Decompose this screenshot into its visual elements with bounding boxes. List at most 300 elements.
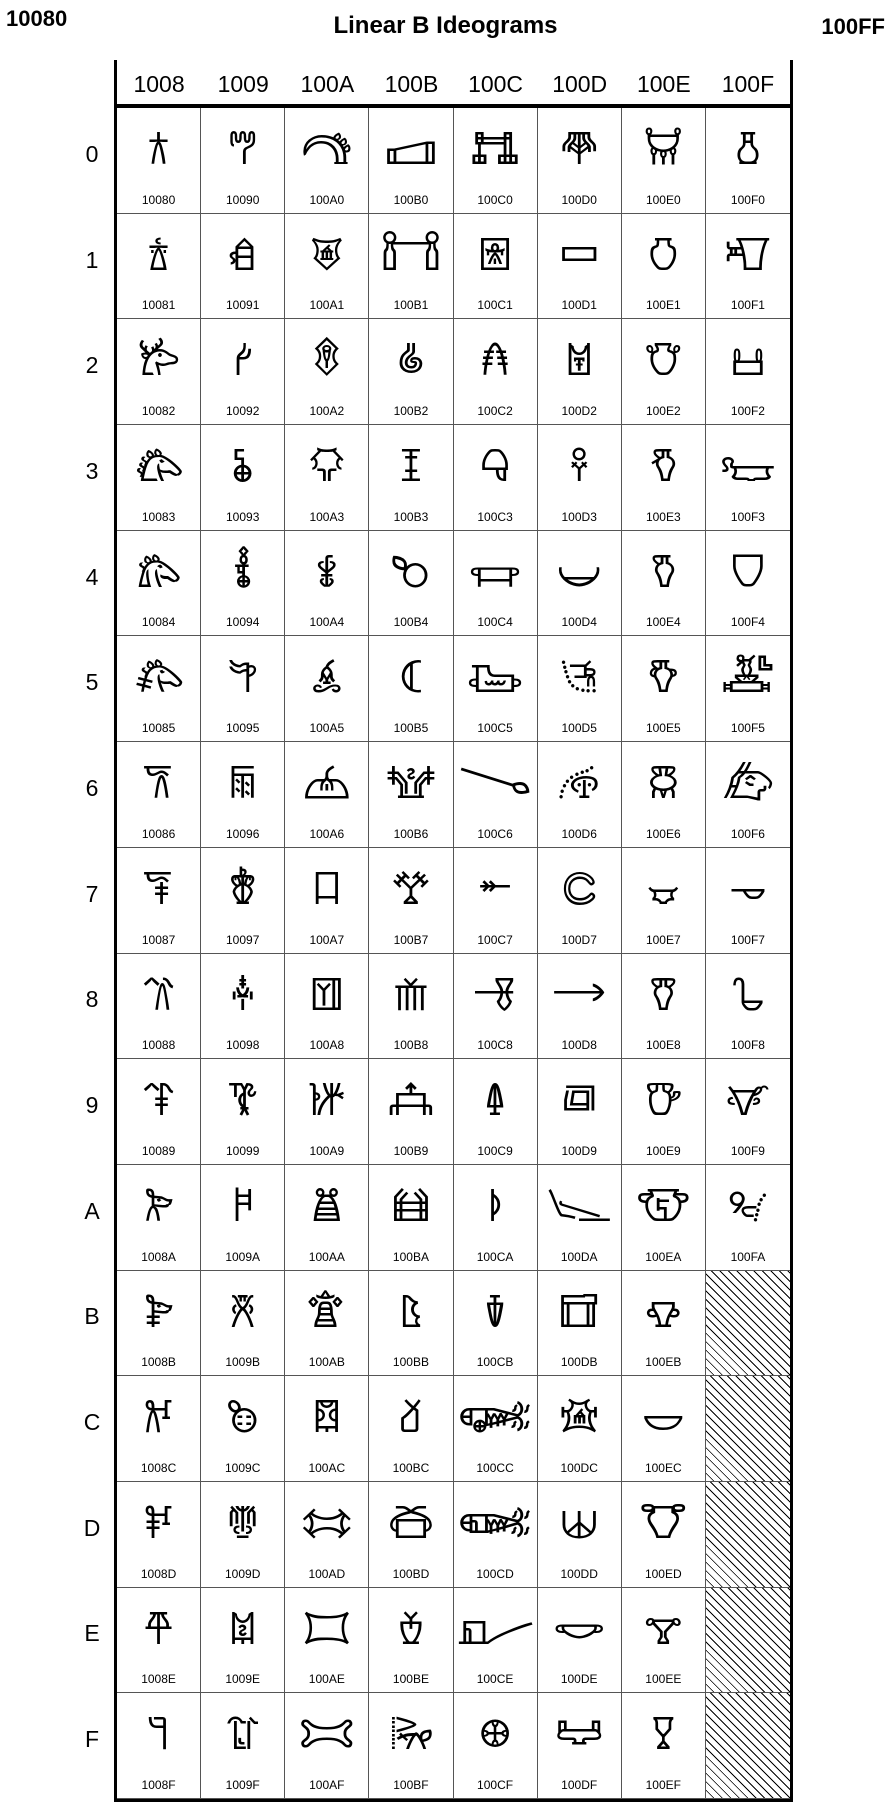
code-point-label: 10086: [141, 826, 176, 841]
linear-b-ideogram-glyph: 𐃙: [559, 1080, 599, 1125]
code-point-label: 100F7: [730, 932, 765, 947]
linear-b-ideogram-glyph: 𐂀: [146, 129, 171, 173]
linear-b-ideogram-glyph: 𐃅: [466, 657, 524, 702]
linear-b-ideogram-glyph: 𐂷: [391, 868, 431, 913]
linear-b-ideogram-glyph: 𐃮: [643, 1608, 683, 1653]
linear-b-ideogram-glyph: 𐂓: [231, 446, 254, 491]
linear-b-ideogram-glyph: 𐃜: [557, 1397, 601, 1442]
glyph-cell: [622, 848, 706, 954]
glyph-cell: [454, 1588, 538, 1694]
linear-b-ideogram-glyph: 𐃉: [483, 1080, 507, 1125]
linear-b-ideogram-glyph: 𐂸: [392, 974, 430, 1019]
row-header: E: [84, 1620, 100, 1647]
code-point-label: 100A1: [309, 298, 345, 313]
row-header: B: [84, 1303, 100, 1330]
glyph-cell: [622, 1165, 706, 1271]
linear-b-ideogram-glyph: 𐃵: [720, 657, 776, 702]
glyph-cell: [454, 954, 538, 1060]
code-point-label: 100E5: [645, 721, 681, 736]
glyph-cell: [706, 108, 790, 214]
glyph-cell: [369, 319, 453, 425]
glyph-cell: [369, 1693, 453, 1799]
code-point-label: 100C7: [477, 932, 513, 947]
glyph-cell: [117, 1271, 201, 1377]
linear-b-ideogram-glyph: 𐃁: [476, 234, 514, 279]
unassigned-cell: [706, 1271, 790, 1377]
glyph-cell: [538, 425, 622, 531]
glyph-cell: [622, 954, 706, 1060]
linear-b-ideogram-glyph: 𐂯: [298, 1714, 356, 1759]
glyph-cell: [201, 1059, 285, 1165]
code-point-label: 10091: [226, 298, 260, 313]
glyph-cell: [369, 1059, 453, 1165]
linear-b-ideogram-glyph: 𐂜: [224, 1397, 261, 1442]
glyph-cell: [369, 1588, 453, 1694]
code-point-label: 100B6: [393, 826, 429, 841]
code-point-label: 10095: [226, 721, 260, 736]
linear-b-ideogram-glyph: 𐂍: [143, 1502, 174, 1547]
glyph-cell: [454, 1693, 538, 1799]
code-point-label: 100E8: [645, 1038, 681, 1053]
glyph-cell: [285, 108, 369, 214]
code-point-label: 1008E: [141, 1672, 176, 1687]
linear-b-ideogram-glyph: 𐂽: [386, 1502, 436, 1547]
code-point-label: 100C9: [477, 1143, 513, 1158]
column-header: 100D: [552, 71, 608, 97]
linear-b-ideogram-glyph: 𐂌: [143, 1397, 174, 1442]
linear-b-ideogram-glyph: 𐂛: [228, 1291, 257, 1336]
linear-b-ideogram-glyph: 𐃳: [720, 446, 776, 491]
column-header: 1009: [217, 71, 269, 97]
row-header: C: [83, 1409, 101, 1436]
code-point-label: 1009E: [225, 1672, 261, 1687]
linear-b-ideogram-glyph: 𐂦: [301, 763, 352, 808]
glyph-cell: [622, 1482, 706, 1588]
code-point-label: 1008A: [141, 1249, 176, 1264]
code-point-label: 10094: [226, 615, 260, 630]
linear-b-ideogram-glyph: 𐂉: [142, 1080, 175, 1125]
linear-b-ideogram-glyph: 𐃺: [727, 1185, 769, 1230]
code-point-label: 100E0: [645, 192, 681, 207]
glyph-cell: [201, 319, 285, 425]
code-point-label: 100BB: [392, 1355, 429, 1370]
linear-b-ideogram-glyph: 𐂢: [312, 340, 341, 385]
glyph-cell: [454, 108, 538, 214]
linear-b-ideogram-glyph: 𐃩: [643, 1080, 683, 1125]
code-point-label: 1009F: [225, 1778, 260, 1792]
glyph-cell: [285, 1482, 369, 1588]
linear-b-ideogram-glyph: 𐂮: [302, 1608, 351, 1653]
glyph-cell: [201, 742, 285, 848]
linear-b-ideogram-glyph: 𐃪: [636, 1185, 691, 1230]
code-point-label: 1008D: [140, 1566, 177, 1581]
glyph-cell: [538, 1059, 622, 1165]
linear-b-ideogram-glyph: 𐂥: [311, 657, 343, 702]
linear-b-ideogram-glyph: 𐃃: [479, 446, 512, 491]
row-header: 7: [85, 880, 99, 907]
code-point-label: 10093: [226, 509, 260, 524]
code-point-label: 10099: [226, 1143, 260, 1158]
glyph-cell: [538, 108, 622, 214]
code-point-label: 100E1: [645, 298, 681, 313]
code-point-label: 10090: [226, 192, 260, 207]
code-point-label: 1008F: [141, 1778, 176, 1792]
row-header: 0: [85, 140, 99, 167]
code-point-label: 100F6: [730, 826, 765, 841]
glyph-cell: [369, 108, 453, 214]
linear-b-ideogram-glyph: 𐃧: [646, 868, 681, 913]
linear-b-ideogram-glyph: 𐂞: [227, 1608, 258, 1653]
code-point-label: 1009A: [225, 1249, 261, 1264]
glyph-cell: [622, 1271, 706, 1377]
linear-b-ideogram-glyph: 𐂘: [230, 974, 255, 1019]
linear-b-ideogram-glyph: 𐂧: [311, 868, 343, 913]
code-point-label: 100CD: [476, 1566, 514, 1581]
glyph-cell: [706, 319, 790, 425]
linear-b-ideogram-glyph: 𐃕: [558, 657, 600, 702]
code-point-label: 100C6: [477, 826, 513, 841]
glyph-cell: [201, 1376, 285, 1482]
linear-b-ideogram-glyph: 𐃚: [546, 1185, 612, 1230]
linear-b-ideogram-glyph: 𐃔: [555, 551, 603, 596]
glyph-cell: [538, 954, 622, 1060]
glyph-cell: [622, 742, 706, 848]
code-point-label: 10088: [141, 1038, 176, 1053]
glyph-cell: [285, 319, 369, 425]
linear-b-ideogram-glyph: 𐂩: [307, 1080, 346, 1125]
row-header: D: [83, 1514, 101, 1541]
glyph-cell: [538, 1588, 622, 1694]
code-point-label: 100EA: [645, 1249, 682, 1264]
linear-b-ideogram-glyph: 𐂔: [231, 551, 254, 596]
code-point-label: 100DB: [560, 1355, 598, 1370]
glyph-cell: [201, 1482, 285, 1588]
code-point-label: 100DF: [561, 1778, 598, 1792]
code-point-label: 100C3: [477, 509, 513, 524]
linear-b-ideogram-glyph: 𐃘: [552, 974, 607, 1019]
code-point-label: 100E4: [645, 615, 681, 630]
linear-b-ideogram-glyph: 𐃒: [564, 340, 595, 385]
glyph-cell: [117, 848, 201, 954]
code-point-label: 100E6: [645, 826, 681, 841]
glyph-cell: [369, 531, 453, 637]
column-header: 100B: [384, 71, 439, 97]
row-header: 8: [85, 986, 99, 1013]
code-point-label: 100F8: [730, 1038, 765, 1053]
linear-b-ideogram-glyph: 𐃷: [729, 868, 767, 913]
linear-b-ideogram-glyph: 𐂋: [143, 1291, 174, 1336]
linear-b-ideogram-glyph: 𐂚: [231, 1185, 255, 1230]
code-point-label: 100EF: [645, 1778, 681, 1792]
glyph-cell: [117, 214, 201, 320]
linear-b-ideogram-glyph: 𐃊: [486, 1185, 504, 1230]
linear-b-ideogram-glyph: 𐂂: [137, 340, 180, 385]
row-header: 4: [85, 563, 99, 590]
linear-b-ideogram-glyph: 𐂑: [227, 234, 258, 279]
code-point-label: 100CF: [477, 1778, 514, 1792]
glyph-cell: [538, 1482, 622, 1588]
code-point-label: 10083: [141, 509, 176, 524]
glyph-cell: [622, 1059, 706, 1165]
code-point-label: 100D8: [561, 1038, 597, 1053]
column-header: 100A: [300, 71, 355, 97]
row-header: A: [84, 1197, 100, 1224]
code-point-label: 100E9: [645, 1143, 681, 1158]
code-point-label: 100BC: [392, 1460, 430, 1475]
unassigned-cell: [706, 1376, 790, 1482]
code-point-label: 10084: [141, 615, 176, 630]
unassigned-cell: [706, 1588, 790, 1694]
code-point-label: 100D5: [561, 721, 597, 736]
linear-b-ideogram-glyph: 𐂅: [133, 657, 184, 702]
glyph-cell: [622, 425, 706, 531]
linear-b-ideogram-glyph: 𐂳: [398, 446, 424, 491]
code-point-label: 100B5: [393, 721, 429, 736]
linear-b-ideogram-glyph: 𐃠: [643, 129, 683, 173]
code-point-label: 100C5: [477, 721, 513, 736]
glyph-cell: [117, 636, 201, 742]
glyph-cell: [706, 848, 790, 954]
glyph-cell: [201, 108, 285, 214]
glyph-cell: [117, 1588, 201, 1694]
glyph-cell: [538, 742, 622, 848]
glyph-cell: [201, 848, 285, 954]
code-point-label: 100C2: [477, 404, 513, 419]
code-point-label: 100F1: [730, 298, 765, 313]
glyph-cell: [454, 1376, 538, 1482]
glyph-cell: [285, 636, 369, 742]
glyph-cell: [538, 531, 622, 637]
code-point-label: 100B3: [393, 509, 429, 524]
glyph-cell: [369, 636, 453, 742]
linear-b-ideogram-glyph: 𐃇: [478, 868, 512, 913]
glyph-cell: [454, 1165, 538, 1271]
linear-b-ideogram-glyph: 𐃟: [555, 1714, 604, 1759]
glyph-cell: [117, 1376, 201, 1482]
glyph-cell: [201, 1165, 285, 1271]
glyph-cell: [369, 1376, 453, 1482]
glyph-cell: [706, 1165, 790, 1271]
linear-b-ideogram-glyph: 𐃑: [557, 234, 601, 279]
glyph-cell: [285, 1059, 369, 1165]
column-header: 100C: [468, 71, 524, 97]
linear-b-ideogram-glyph: 𐃲: [728, 340, 768, 385]
linear-b-ideogram-glyph: 𐂵: [397, 657, 425, 702]
glyph-cell: [706, 214, 790, 320]
code-point-label: 10087: [141, 932, 176, 947]
glyph-cell: [538, 848, 622, 954]
linear-b-ideogram-glyph: 𐂁: [146, 234, 171, 279]
linear-b-ideogram-glyph: 𐃌: [456, 1397, 534, 1442]
code-point-label: 10096: [226, 826, 260, 841]
code-point-label: 100BE: [392, 1672, 429, 1687]
linear-b-ideogram-glyph: 𐃨: [649, 974, 678, 1019]
linear-b-ideogram-glyph: 𐂄: [136, 551, 182, 596]
linear-b-ideogram-glyph: 𐃀: [469, 129, 521, 173]
glyph-cell: [454, 214, 538, 320]
linear-b-ideogram-glyph: 𐃫: [644, 1291, 682, 1336]
code-point-label: 100AB: [308, 1355, 345, 1370]
linear-b-ideogram-glyph: 𐃍: [456, 1502, 534, 1547]
glyph-cell: [706, 954, 790, 1060]
row-header: F: [84, 1726, 100, 1753]
code-point-label: 10082: [141, 404, 176, 419]
linear-b-ideogram-glyph: 𐃸: [731, 974, 765, 1019]
code-point-label: 100B2: [393, 404, 429, 419]
glyph-cell: [285, 1165, 369, 1271]
linear-b-ideogram-glyph: 𐃋: [483, 1291, 507, 1336]
linear-b-ideogram-glyph: 𐂠: [301, 129, 353, 173]
glyph-cell: [369, 742, 453, 848]
code-point-label: 10097: [226, 932, 260, 947]
linear-b-ideogram-glyph: 𐃭: [639, 1502, 688, 1547]
page-title: Linear B Ideograms: [333, 12, 558, 39]
range-end-code: 100FF: [821, 14, 885, 39]
code-point-label: 100C0: [477, 192, 513, 207]
linear-b-ideogram-glyph: 𐂤: [315, 551, 338, 596]
code-point-label: 1008B: [141, 1355, 176, 1370]
linear-b-ideogram-glyph: 𐂶: [384, 763, 438, 808]
glyph-cell: [538, 1693, 622, 1799]
glyph-cell: [285, 425, 369, 531]
code-chart-table: [114, 60, 793, 1802]
code-point-label: 10080: [141, 192, 176, 207]
code-point-label: 100DA: [560, 1249, 598, 1264]
unassigned-cell: [706, 1693, 790, 1799]
linear-b-ideogram-glyph: 𐂇: [142, 868, 175, 913]
linear-b-ideogram-glyph: 𐂾: [397, 1608, 425, 1653]
linear-b-ideogram-glyph: 𐃡: [647, 234, 679, 279]
linear-b-ideogram-glyph: 𐃓: [567, 446, 591, 491]
glyph-cell: [622, 319, 706, 425]
glyph-grid: [117, 108, 790, 1799]
code-point-label: 100EC: [644, 1460, 682, 1475]
code-point-label: 100A0: [309, 192, 345, 207]
linear-b-ideogram-glyph: 𐃣: [649, 446, 678, 491]
glyph-cell: [285, 1271, 369, 1377]
glyph-cell: [369, 848, 453, 954]
glyph-cell: [117, 1059, 201, 1165]
glyph-cell: [369, 1165, 453, 1271]
glyph-cell: [369, 214, 453, 320]
code-point-label: 100DC: [560, 1460, 598, 1475]
linear-b-ideogram-glyph: 𐂲: [396, 340, 426, 385]
glyph-cell: [117, 954, 201, 1060]
glyph-cell: [201, 214, 285, 320]
linear-b-ideogram-glyph: 𐃦: [647, 763, 679, 808]
glyph-cell: [285, 848, 369, 954]
code-point-label: 100CC: [476, 1460, 514, 1475]
linear-b-ideogram-glyph: 𐃎: [456, 1608, 534, 1653]
linear-b-ideogram-glyph: 𐂆: [142, 763, 175, 808]
code-point-label: 100CB: [476, 1355, 514, 1370]
glyph-cell: [538, 636, 622, 742]
code-point-label: 100A7: [309, 932, 345, 947]
linear-b-ideogram-glyph: 𐃱: [724, 234, 772, 279]
code-point-label: 100F9: [730, 1143, 765, 1158]
glyph-cell: [622, 1376, 706, 1482]
linear-b-ideogram-glyph: 𐂐: [227, 129, 259, 173]
glyph-cell: [706, 531, 790, 637]
glyph-cell: [538, 1165, 622, 1271]
code-point-label: 100AA: [308, 1249, 345, 1264]
row-header: 6: [85, 774, 99, 801]
code-point-label: 100F3: [730, 509, 765, 524]
glyph-cell: [201, 636, 285, 742]
glyph-cell: [201, 1271, 285, 1377]
glyph-cell: [117, 425, 201, 531]
code-point-label: 100F0: [730, 192, 765, 207]
glyph-cell: [538, 1376, 622, 1482]
glyph-cell: [706, 425, 790, 531]
code-point-label: 100B9: [393, 1143, 429, 1158]
code-point-label: 100F5: [730, 721, 765, 736]
glyph-cell: [285, 214, 369, 320]
linear-b-ideogram-glyph: 𐂱: [378, 234, 444, 279]
row-header: 5: [85, 669, 99, 696]
code-point-label: 100EE: [645, 1672, 682, 1687]
linear-b-ideogram-glyph: 𐂰: [382, 129, 440, 173]
code-point-label: 10089: [141, 1143, 176, 1158]
linear-b-ideogram-glyph: 𐂴: [390, 551, 432, 596]
linear-b-ideogram-glyph: 𐂗: [229, 868, 257, 913]
code-point-label: 100F2: [730, 404, 765, 419]
glyph-cell: [622, 1588, 706, 1694]
code-point-label: 100D9: [561, 1143, 597, 1158]
code-point-label: 100D2: [561, 404, 597, 419]
code-point-label: 100BD: [392, 1566, 430, 1581]
glyph-cell: [117, 531, 201, 637]
code-point-label: 100E7: [645, 932, 681, 947]
linear-b-ideogram-glyph: 𐃈: [472, 974, 518, 1019]
code-point-label: 100AE: [308, 1672, 345, 1687]
glyph-cell: [454, 1482, 538, 1588]
code-point-label: 100EB: [645, 1355, 682, 1370]
code-point-label: 1009D: [225, 1566, 261, 1581]
code-point-label: 100CE: [476, 1672, 514, 1687]
linear-b-ideogram-glyph: 𐃥: [647, 657, 679, 702]
linear-b-ideogram-glyph: 𐃆: [458, 763, 532, 808]
glyph-cell: [622, 214, 706, 320]
glyph-cell: [706, 636, 790, 742]
linear-b-ideogram-glyph: 𐂕: [227, 657, 259, 702]
glyph-cell: [369, 1482, 453, 1588]
glyph-cell: [117, 1693, 201, 1799]
row-header: 9: [85, 1092, 99, 1119]
linear-b-ideogram-glyph: 𐂖: [227, 763, 259, 808]
glyph-cell: [454, 1059, 538, 1165]
row-header: 1: [85, 246, 99, 273]
linear-b-ideogram-glyph: 𐂹: [386, 1080, 436, 1125]
glyph-cell: [454, 425, 538, 531]
unassigned-cell: [706, 1482, 790, 1588]
glyph-cell: [622, 1693, 706, 1799]
glyph-cell: [201, 1588, 285, 1694]
code-point-label: 100C1: [477, 298, 513, 313]
glyph-cell: [285, 1376, 369, 1482]
column-header: 100E: [636, 71, 691, 97]
code-point-label: 100C4: [477, 615, 513, 630]
glyph-cell: [454, 742, 538, 848]
glyph-cell: [117, 319, 201, 425]
code-point-label: 100B8: [393, 1038, 429, 1053]
linear-b-ideogram-glyph: 𐃝: [558, 1502, 601, 1547]
code-point-label: 100C8: [477, 1038, 513, 1053]
code-point-label: 100E2: [645, 404, 681, 419]
linear-b-ideogram-glyph: 𐂙: [227, 1080, 258, 1125]
glyph-cell: [201, 425, 285, 531]
linear-b-ideogram-glyph: 𐃰: [734, 129, 762, 173]
